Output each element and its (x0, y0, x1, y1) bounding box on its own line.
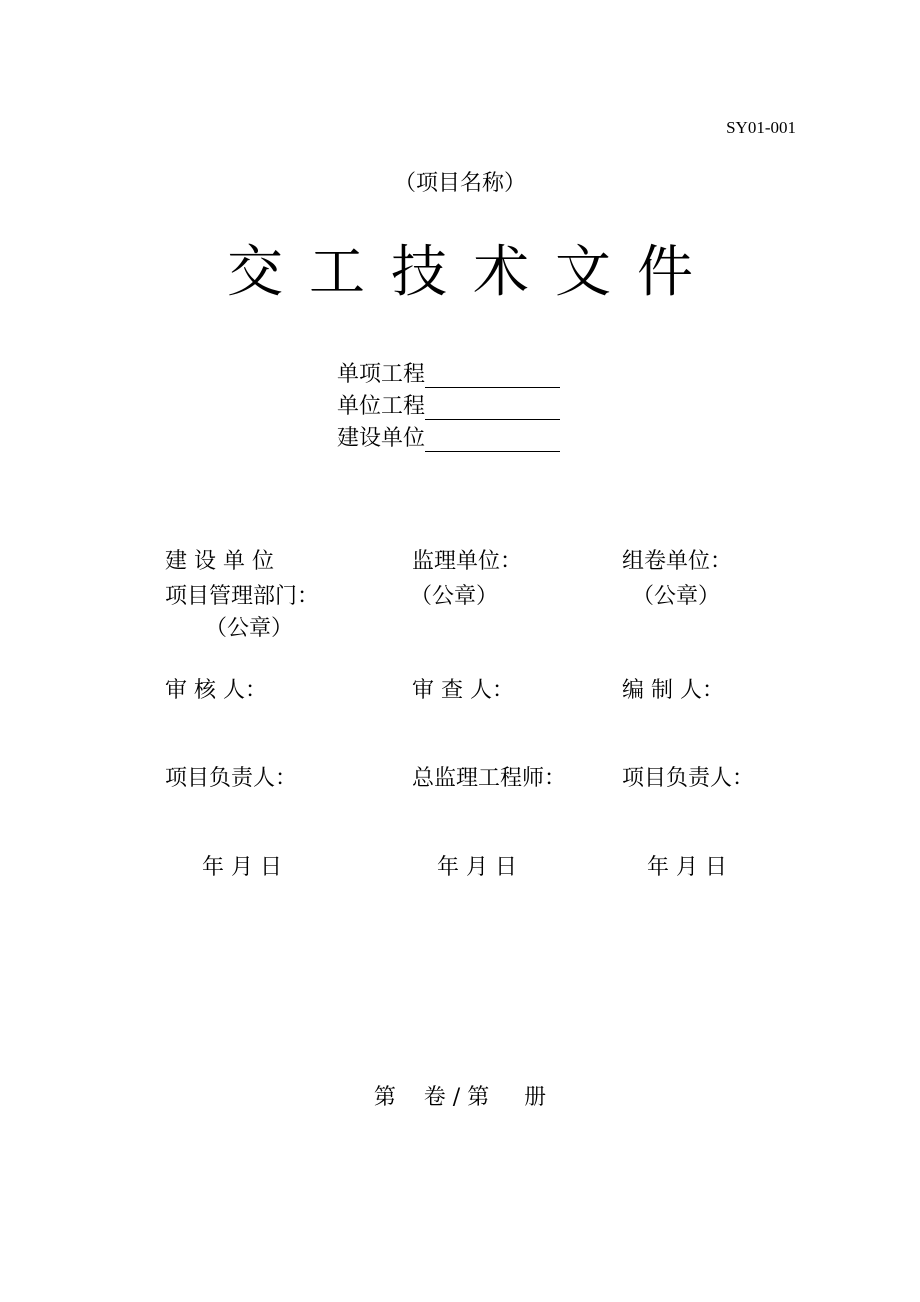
project-name-placeholder: （项目名称） (393, 171, 526, 196)
field-unit-project (337, 388, 560, 420)
builder-unit-name: 建 设 单 位 (165, 549, 274, 574)
fill-in-blank[interactable] (425, 391, 560, 420)
document-title: 交工技术文件 (227, 240, 719, 305)
supervisor-unit-label: 监理单位： (412, 549, 523, 574)
supervisor-reviewer-label: 审 查 人： (412, 678, 514, 703)
volume-book-number: 第 卷 / 第 册 (373, 1085, 547, 1110)
chief-supervisor-label: 总监理工程师： (412, 766, 567, 791)
field-label: 单项工程 (337, 362, 426, 387)
fill-in-blank[interactable] (425, 423, 560, 452)
compiler-seal: （公章） (632, 584, 721, 609)
compiler-leader-label: 项目负责人： (622, 766, 755, 791)
builder-seal: （公章） (205, 616, 294, 641)
document-code: SY01-001 (726, 118, 796, 137)
builder-reviewer-label: 审 核 人： (165, 678, 267, 703)
compiler-unit-label: 组卷单位： (622, 549, 733, 574)
builder-dept-label: 项目管理部门： (165, 584, 320, 609)
builder-leader-label: 项目负责人： (165, 766, 298, 791)
field-label: 建设单位 (337, 426, 426, 451)
compiler-editor-label: 编 制 人： (622, 678, 724, 703)
fill-in-blank[interactable] (425, 359, 560, 388)
compiler-date: 年 月 日 (647, 855, 727, 880)
supervisor-seal: （公章） (410, 584, 499, 609)
field-single-project (337, 356, 560, 388)
field-label: 单位工程 (337, 394, 426, 419)
builder-date: 年 月 日 (202, 855, 282, 880)
field-construction-unit (337, 420, 560, 452)
supervisor-date: 年 月 日 (437, 855, 517, 880)
